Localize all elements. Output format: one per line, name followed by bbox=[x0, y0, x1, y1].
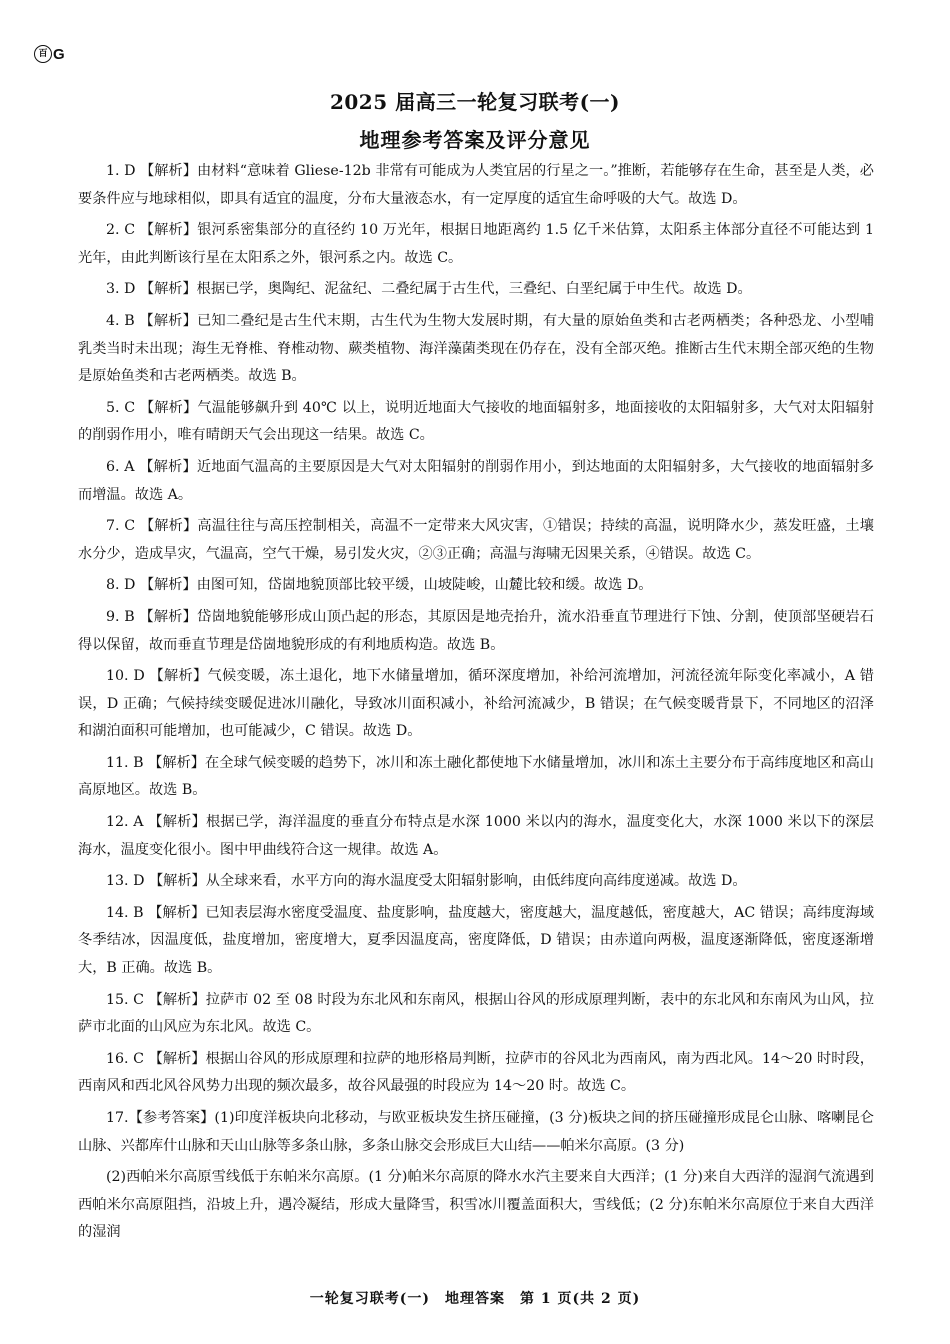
circle-mark-icon: 百 bbox=[34, 45, 52, 63]
answer-item: 3. D 【解析】根据已学，奥陶纪、泥盆纪、二叠纪属于古生代，三叠纪、白垩纪属于中生代。故选 D。 bbox=[106, 281, 752, 298]
page-footer: 一轮复习联考(一) 地理答案 第 1 页(共 2 页) bbox=[309, 1291, 641, 1307]
answer-item: (2)西帕米尔高原雪线低于东帕米尔高原。(1 分)帕米尔高原的降水水汽主要来自大西洋；(1 分)来自大西洋的湿润气流遇到西帕米尔高原阻挡，沿坡上升，遇冷凝结，形成大量降雪，积雪冰川覆盖面积大，雪线低；(2 分)东帕米尔高原位于来自大西洋的湿润 bbox=[78, 1169, 874, 1241]
answer-item: 2. C 【解析】银河系密集部分的直径约 10 万光年，根据日地距离约 1.5 亿千米估算，太阳系主体部分直径不可能达到 1 光年，由此判断该行星在太阳系之外，银河系之内。故选 C。 bbox=[78, 222, 874, 266]
answer-item: 16. C 【解析】根据山谷风的形成原理和拉萨的地形格局判断，拉萨市的谷风北为西南风，南为西北风。14～20 时时段，西南风和西北风谷风势力出现的频次最多，故谷风最强的时段应为 14～20 时。故选 C。 bbox=[78, 1050, 874, 1095]
answer-item: 8. D 【解析】由图可知，岱崮地貌顶部比较平缓，山坡陡峻，山麓比较和缓。故选 D。 bbox=[106, 577, 653, 594]
answer-item: 11. B 【解析】在全球气候变暖的趋势下，冰川和冻土融化都使地下水储量增加，冰川和冻土主要分布于高纬度地区和高山高原地区。故选 B。 bbox=[78, 754, 874, 799]
answer-item: 10. D 【解析】气候变暖，冻土退化，地下水储量增加，循环深度增加，补给河流增加，河流径流年际变化率减小，A 错误，D 正确；气候持续变暖促进冰川融化，导致冰川面积减小，补给河流减少，B 错误；在气候变暖背景下，不同地区的沼泽和湖泊面积可能增加，也可能减少，C 错误。故选 D。 bbox=[78, 668, 874, 740]
answer-item: 12. A 【解析】根据已学，海洋温度的垂直分布特点是水深 1000 米以内的海水，温度变化大，水深 1000 米以下的深层海水，温度变化很小。图中甲曲线符合这一规律。故选 A。 bbox=[78, 814, 874, 858]
answer-item: 7. C 【解析】高温往往与高压控制相关，高温不一定带来大风灾害，①错误；持续的高温，说明降水少，蒸发旺盛，土壤水分少，造成旱灾，气温高，空气干燥，易引发火灾，②③正确；高温与海啸无因果关系，④错误。故选 C。 bbox=[78, 518, 874, 562]
answer-item: 5. C 【解析】气温能够飙升到 40℃ 以上，说明近地面大气接收的地面辐射多，地面接收的太阳辐射多，大气对太阳辐射的削弱作用小，唯有晴朗天气会出现这一结果。故选 C。 bbox=[78, 399, 874, 444]
answer-item: 4. B 【解析】已知二叠纪是古生代末期，古生代为生物大发展时期，有大量的原始鱼类和古老两栖类；各种恐龙、小型哺乳类当时未出现；海生无脊椎、脊椎动物、蕨类植物、海洋藻菌类现在仍存在，没有全部灭绝。推断古生代末期全部灭绝的生物是原始鱼类和古老两栖类。故选 B。 bbox=[78, 312, 874, 385]
answer-item: 6. A 【解析】近地面气温高的主要原因是大气对太阳辐射的削弱作用小，到达地面的太阳辐射多，大气接收的地面辐射多而增温。故选 A。 bbox=[78, 458, 874, 503]
answer-item: 14. B 【解析】已知表层海水密度受温度、盐度影响，盐度越大，密度越大，温度越低，密度越大，AC 错误；高纬度海域冬季结冰，因温度低，盐度增加，密度增大，夏季因温度高，密度降低，D 错误；由赤道向两极，温度逐渐降低，密度逐渐增大，B 正确。故选 B。 bbox=[78, 904, 874, 977]
answer-item: 15. C 【解析】拉萨市 02 至 08 时段为东北风和东南风，根据山谷风的形成原理判断，表中的东北风和东南风为山风，拉萨市北面的山风应为东北风。故选 C。 bbox=[78, 991, 874, 1036]
logo-text: G bbox=[53, 45, 65, 63]
answer-item: 13. D 【解析】从全球来看，水平方向的海水温度受太阳辐射影响，由低纬度向高纬度递减。故选 D。 bbox=[106, 873, 747, 890]
answer-item: 17.【参考答案】(1)印度洋板块向北移动，与欧亚板块发生挤压碰撞，(3 分)板块之间的挤压碰撞形成昆仑山脉、喀喇昆仑山脉、兴都库什山脉和天山山脉等多条山脉，多条山脉交会形成巨大山结——帕米尔高原。(3 分) bbox=[78, 1110, 874, 1154]
page-title: 2025 届高三一轮复习联考(一) bbox=[329, 90, 621, 114]
answer-item: 1. D 【解析】由材料“意味着 Gliese-12b 非常有可能成为人类宜居的行星之一。”推断，若能够存在生命，甚至是人类，必要条件应与地球相似，即具有适宜的温度，分布大量液态水，有一定厚度的适宜生命呼吸的大气。故选 D。 bbox=[78, 163, 874, 207]
publisher-logo bbox=[34, 44, 65, 63]
answer-list bbox=[78, 158, 874, 1251]
answer-item: 9. B 【解析】岱崮地貌能够形成山顶凸起的形态，其原因是地壳抬升，流水沿垂直节理进行下蚀、分割，使顶部坚硬岩石得以保留，故而垂直节理是岱崮地貌形成的有利地质构造。故选 B。 bbox=[78, 608, 874, 653]
page-subtitle: 地理参考答案及评分意见 bbox=[359, 128, 591, 152]
